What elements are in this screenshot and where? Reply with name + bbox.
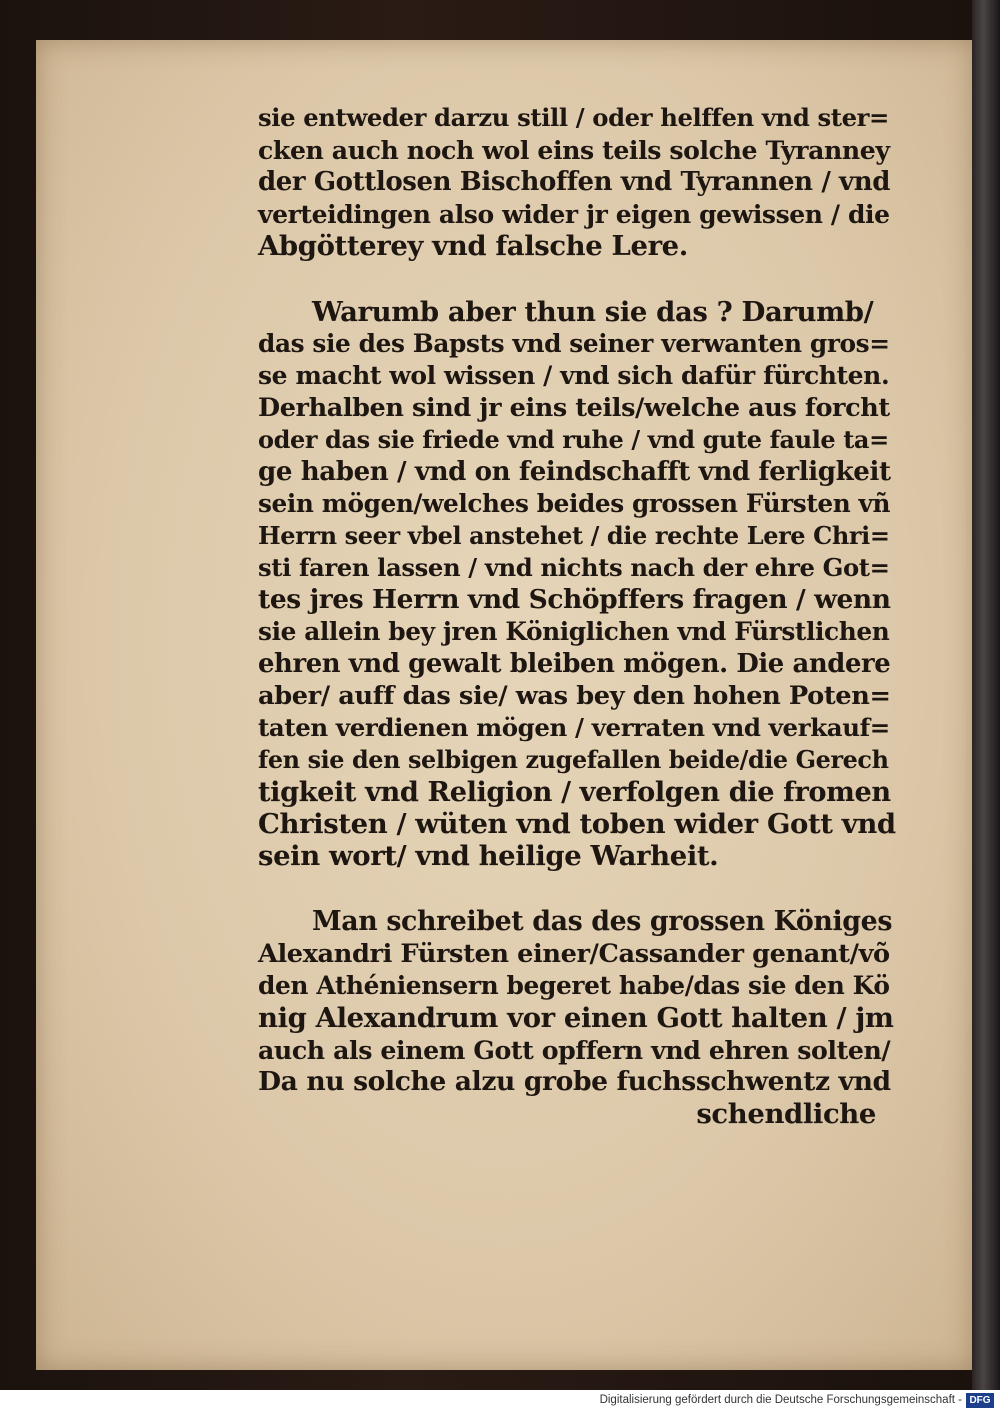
text-line: se macht wol wissen / vnd sich dafür fürchten. xyxy=(258,361,890,390)
text-line: tes jres Herrn vnd Schöpffers fragen / wenn xyxy=(258,584,891,615)
text-line: Da nu solche alzu grobe fuchsschwentz vnd xyxy=(258,1066,891,1097)
text-line: cken auch noch wol eins teils solche Tyranney xyxy=(258,135,890,165)
text-line: das sie des Bapsts vnd seiner verwanten gros= xyxy=(258,329,890,358)
paragraph-3 xyxy=(258,906,898,1130)
paragraph-2 xyxy=(258,296,898,872)
text-line: sti faren lassen / vnd nichts nach der ehre Got= xyxy=(258,553,890,582)
book-spine xyxy=(972,0,1000,1390)
text-line: sie allein bey jren Königlichen vnd Fürstlichen xyxy=(258,617,890,646)
text-line: taten verdienen mögen / verraten vnd verkauf= xyxy=(258,713,890,742)
text-line: ge haben / vnd on feindschafft vnd ferligkeit xyxy=(258,457,891,487)
text-line: Warumb aber thun sie das ? Darumb/ xyxy=(312,296,874,328)
text-line: der Gottlosen Bischoffen vnd Tyrannen / vnd xyxy=(258,167,891,197)
text-line: ehren vnd gewalt bleiben mögen. Die andere xyxy=(258,649,891,679)
text-line: Abgötterey vnd falsche Lere. xyxy=(258,230,688,262)
text-line: aber/ auff das sie/ was bey den hohen Poten= xyxy=(258,681,891,711)
text-line: verteidingen also wider jr eigen gewissen / die xyxy=(258,199,890,229)
text-line: Alexandri Fürsten einer/Cassander genant/võ xyxy=(258,939,890,969)
footer-bar xyxy=(0,1390,1000,1412)
text-line: Christen / wüten vnd toben wider Gott vnd xyxy=(258,808,896,840)
catchword: schendliche xyxy=(696,1098,876,1130)
text-line: fen sie den selbigen zugefallen beide/die Gerech xyxy=(258,746,889,774)
funding-credit: Digitalisierung gefördert durch die Deutsche Forschungsgemeinschaft - xyxy=(599,1394,962,1406)
text-line: sie entweder darzu still / oder helffen vnd ster= xyxy=(258,103,889,132)
text-line: Man schreibet das des grossen Königes xyxy=(312,906,893,937)
text-line: Herrn seer vbel anstehet / die rechte Lere Chri= xyxy=(258,521,890,550)
text-line: sein wort/ vnd heilige Warheit. xyxy=(258,840,719,872)
dfg-logo: DFG xyxy=(966,1393,994,1408)
text-line: auch als einem Gott opffern vnd ehren solten/ xyxy=(258,1035,891,1065)
text-line: den Athéniensern begeret habe/das sie den Kö xyxy=(258,971,890,1000)
text-line: nig Alexandrum vor einen Gott halten / jm xyxy=(258,1002,894,1034)
text-line: tigkeit vnd Religion / verfolgen die fromen xyxy=(258,776,891,808)
page-text-block xyxy=(258,102,898,1130)
paragraph-1 xyxy=(258,102,898,262)
text-line: Derhalben sind jr eins teils/welche aus forcht xyxy=(258,393,890,423)
text-line: sein mögen/welches beides grossen Fürsten vñ xyxy=(258,489,891,518)
text-line: oder das sie friede vnd ruhe / vnd gute faule ta= xyxy=(258,425,889,454)
